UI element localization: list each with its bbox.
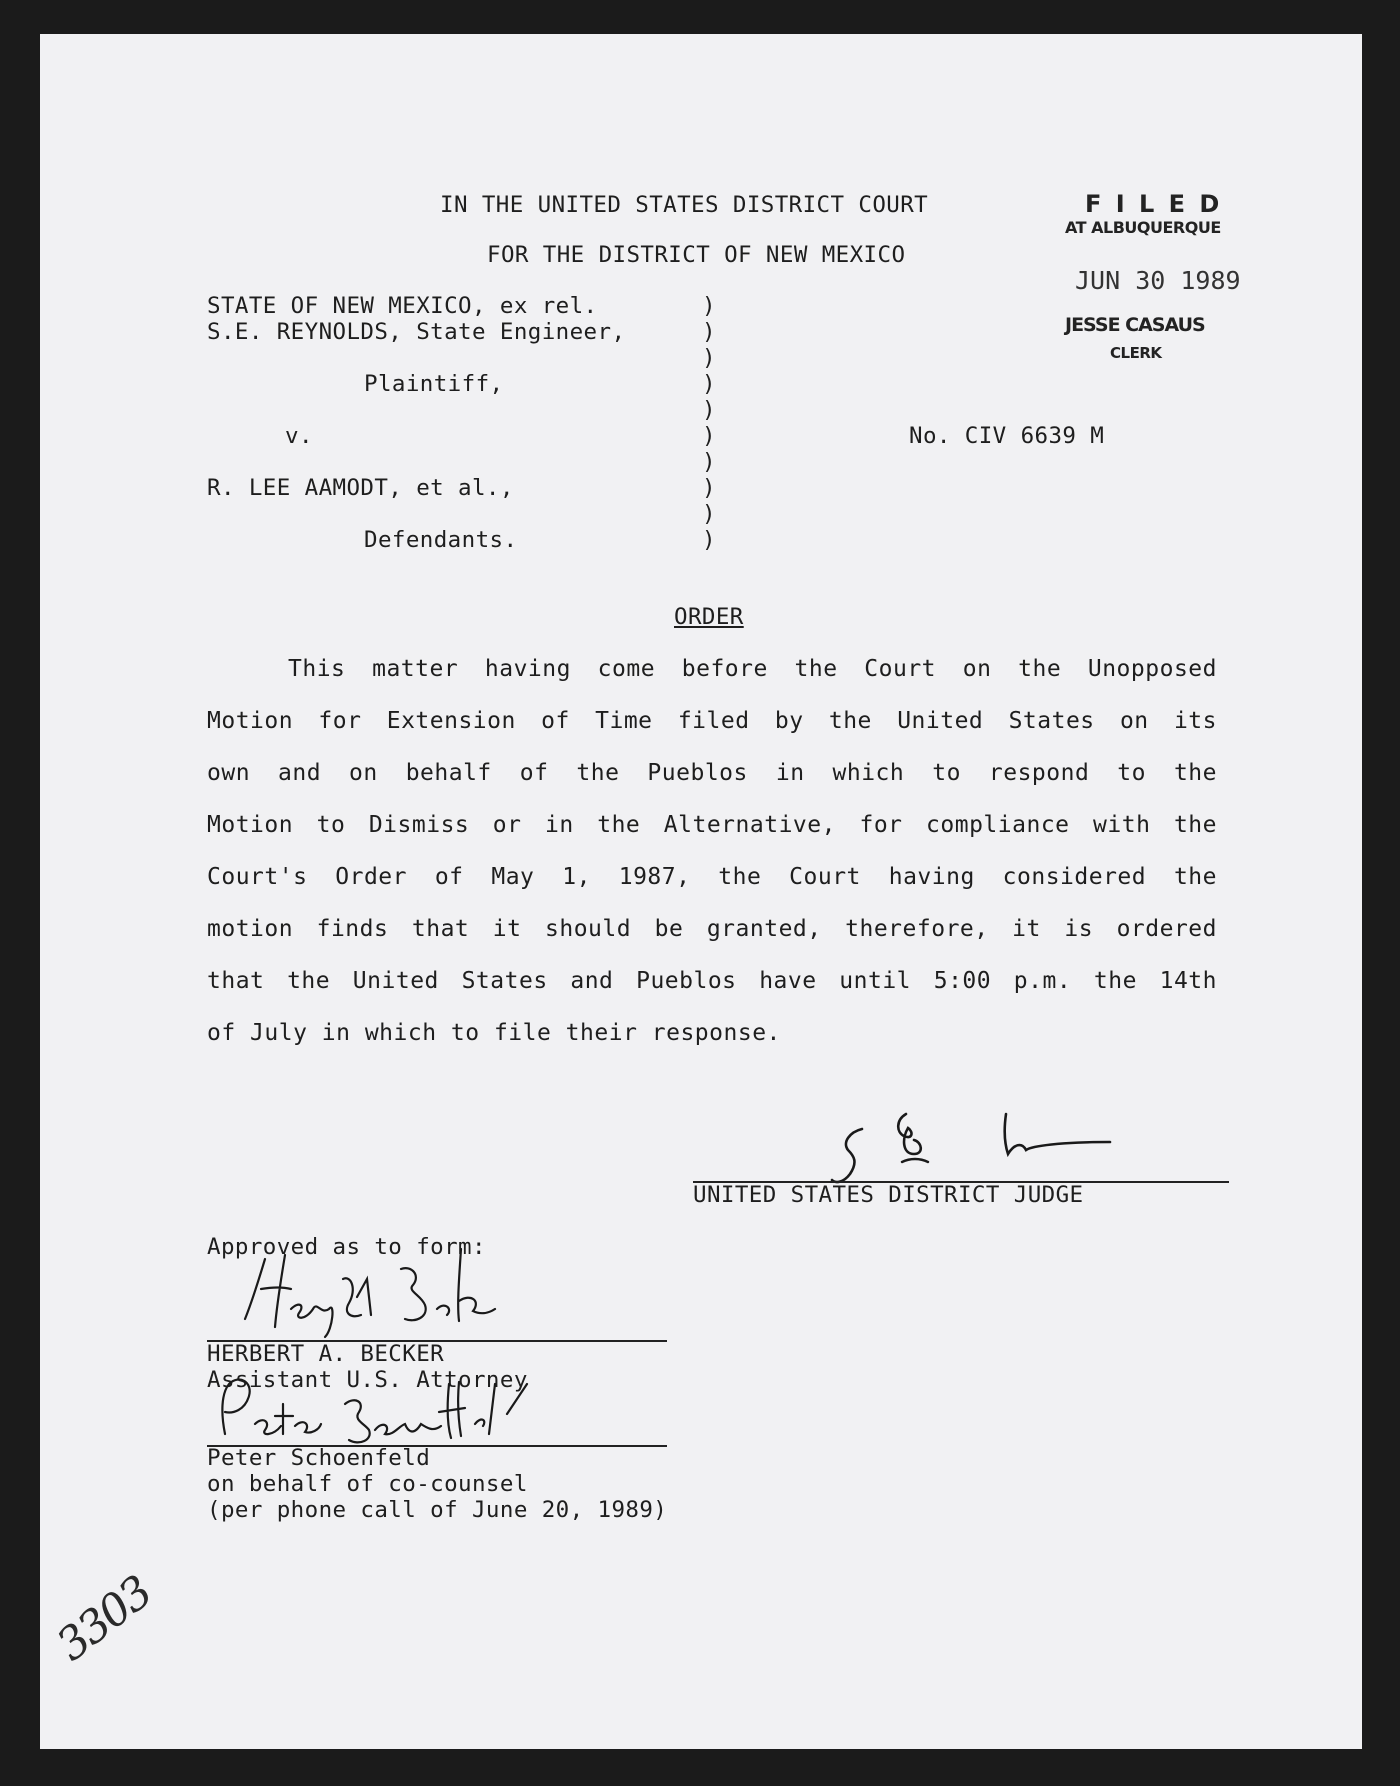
caption-paren: ) <box>702 475 716 501</box>
schoenfeld-line-3: (per phone call of June 20, 1989) <box>207 1497 668 1523</box>
judge-title: UNITED STATES DISTRICT JUDGE <box>693 1182 1084 1208</box>
caption-paren: ) <box>702 527 716 553</box>
document-page <box>40 34 1362 1749</box>
margin-note: 3303 <box>47 1566 161 1672</box>
caption-paren: ) <box>702 501 716 527</box>
caption-paren: ) <box>702 345 716 371</box>
filed-stamp-location: AT ALBUQUERQUE <box>1065 218 1221 237</box>
court-district-line: FOR THE DISTRICT OF NEW MEXICO <box>487 242 906 268</box>
filed-stamp-title: F I L E D <box>1085 190 1223 218</box>
order-body-line: This matter having come before the Court on the Unopposed <box>288 656 1217 682</box>
becker-title: Assistant U.S. Attorney <box>207 1367 528 1393</box>
caption-paren: ) <box>702 449 716 475</box>
plaintiff-line-2: S.E. REYNOLDS, State Engineer, <box>207 319 626 345</box>
judge-signature <box>810 1084 1130 1194</box>
order-body-line: Court's Order of May 1, 1987, the Court having considered the <box>207 864 1217 890</box>
plaintiff-role: Plaintiff, <box>364 371 504 397</box>
filed-stamp-clerk-title: CLERK <box>1110 344 1162 362</box>
schoenfeld-line-2: on behalf of co-counsel <box>207 1471 528 1497</box>
filed-stamp-clerk-name: JESSE CASAUS <box>1065 314 1205 336</box>
plaintiff-line-1: STATE OF NEW MEXICO, ex rel. <box>207 293 598 319</box>
caption-paren: ) <box>702 397 716 423</box>
case-number: No. CIV 6639 M <box>909 423 1105 449</box>
order-body-line: of July in which to file their response. <box>207 1020 781 1046</box>
order-body-line: Motion to Dismiss or in the Alternative, for compliance with the <box>207 812 1217 838</box>
becker-signature <box>225 1239 575 1349</box>
schoenfeld-name: Peter Schoenfeld <box>207 1445 431 1471</box>
defendant-role: Defendants. <box>364 527 518 553</box>
filed-stamp-date: JUN 30 1989 <box>1075 266 1241 295</box>
versus-label: v. <box>285 423 313 449</box>
caption-paren: ) <box>702 293 716 319</box>
order-body-line: motion finds that it should be granted, therefore, it is ordered <box>207 916 1217 942</box>
order-body-line: that the United States and Pueblos have until 5:00 p.m. the 14th <box>207 968 1217 994</box>
order-body-line: own and on behalf of the Pueblos in which to respond to the <box>207 760 1217 786</box>
caption-paren: ) <box>702 371 716 397</box>
becker-name: HERBERT A. BECKER <box>207 1341 445 1367</box>
order-heading: ORDER <box>674 604 744 630</box>
defendant-name: R. LEE AAMODT, et al., <box>207 475 514 501</box>
caption-paren: ) <box>702 319 716 345</box>
order-body-line: Motion for Extension of Time filed by the United States on its <box>207 708 1217 734</box>
approval-label: Approved as to form: <box>207 1234 486 1260</box>
caption-paren: ) <box>702 423 716 449</box>
court-name-line: IN THE UNITED STATES DISTRICT COURT <box>440 192 929 218</box>
